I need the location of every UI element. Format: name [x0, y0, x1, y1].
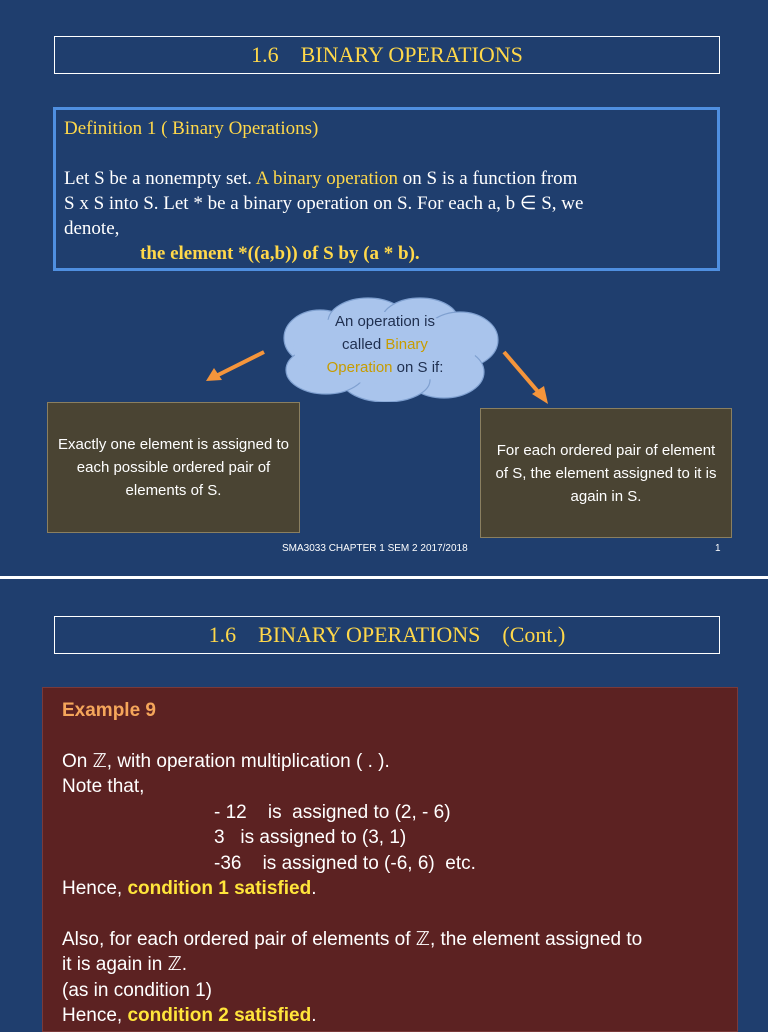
arrow-left-icon	[202, 348, 268, 384]
slide-footer: SMA3033 CHAPTER 1 SEM 2 2017/2018	[282, 543, 468, 554]
cloud-callout	[268, 296, 502, 402]
definition-line-3: denote,	[64, 218, 120, 239]
definition-line-1: Let S be a nonempty set. A binary operation on S is a function from	[64, 168, 578, 189]
example-heading: Example 9	[62, 700, 156, 721]
cloud-text: An operation is called Binary Operation on S if:	[326, 313, 444, 376]
example-item: - 12 is assigned to (2, - 6)	[214, 801, 451, 823]
example-line: it is again in ℤ.	[62, 954, 188, 975]
definition-notation: the element *((a,b)) of S by (a * b).	[140, 243, 420, 264]
example-line: Also, for each ordered pair of elements of ℤ, the element assigned to	[62, 928, 643, 950]
example-item: -36 is assigned to (-6, 6) etc.	[214, 852, 476, 874]
definition-box	[53, 107, 720, 271]
slide-title: 1.6 BINARY OPERATIONS	[54, 36, 720, 74]
example-line: Note that,	[62, 776, 145, 797]
example-item: 3 is assigned to (3, 1)	[214, 827, 407, 848]
condition-1-box	[47, 402, 300, 533]
condition-2-box	[480, 408, 732, 538]
definition-heading: Definition 1 ( Binary Operations)	[64, 118, 319, 139]
example-box	[42, 687, 738, 1032]
example-line: (as in condition 1)	[62, 979, 212, 1001]
hence-condition-1: Hence, condition 1 satisfied.	[62, 878, 317, 899]
slide-title-cont: 1.6 BINARY OPERATIONS (Cont.)	[54, 616, 720, 654]
example-line: On ℤ, with operation multiplication ( . ).	[62, 750, 390, 772]
condition-1-text: Exactly one element is assigned to each possible ordered pair of elements of S.	[58, 436, 289, 499]
arrow-right-icon	[500, 348, 556, 406]
definition-line-2: S x S into S. Let * be a binary operation on S. For each a, b ∈ S, we	[64, 193, 584, 214]
condition-2-text: For each ordered pair of element of S, the element assigned to it is again in S.	[495, 441, 717, 505]
page-number: 1	[715, 543, 721, 554]
slide-2	[0, 576, 768, 1024]
hence-condition-2: Hence, condition 2 satisfied.	[62, 1005, 317, 1026]
binary-operation-term: A binary operation	[255, 168, 399, 189]
